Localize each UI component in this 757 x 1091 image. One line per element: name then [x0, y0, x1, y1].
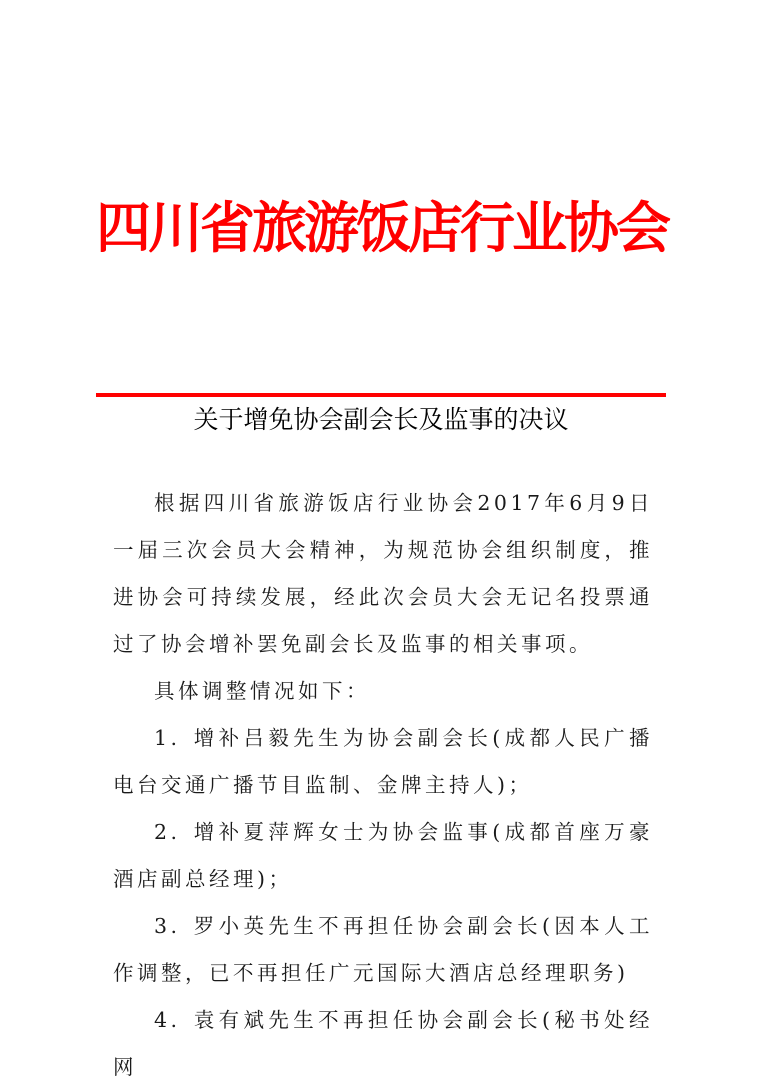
organization-letterhead: 四川省旅游饭店行业协会 — [96, 196, 669, 260]
list-item-text: 袁有斌先生不再担任协会副会长(秘书处经网 — [113, 1008, 653, 1079]
list-item — [113, 715, 653, 809]
list-item — [113, 997, 653, 1091]
list-item — [113, 809, 653, 903]
document-title: 关于增免协会副会长及监事的决议 — [193, 405, 569, 434]
list-item-number: 4. — [154, 1008, 181, 1032]
document-body — [113, 480, 653, 1091]
list-item-text: 增补吕毅先生为协会副会长(成都人民广播电台交通广播节目监制、金牌主持人)； — [113, 726, 653, 797]
list-item-number: 3. — [154, 914, 181, 938]
list-item-text: 罗小英先生不再担任协会副会长(因本人工作调整，已不再担任广元国际大酒店总经理职务) — [113, 914, 653, 985]
adjustments-heading: 具体调整情况如下： — [154, 679, 370, 703]
intro-paragraph: 根据四川省旅游饭店行业协会2017年6月9日一届三次会员大会精神，为规范协会组织制度，推进协会可持续发展，经此次会员大会无记名投票通过了协会增补罢免副会长及监事的相关事项。 — [113, 491, 653, 656]
list-item-number: 2. — [154, 820, 181, 844]
list-item-number: 1. — [154, 726, 181, 750]
list-item-text: 增补夏萍辉女士为协会监事(成都首座万豪酒店副总经理)； — [113, 820, 653, 891]
list-item — [113, 903, 653, 997]
letterhead-red-divider — [96, 393, 666, 397]
